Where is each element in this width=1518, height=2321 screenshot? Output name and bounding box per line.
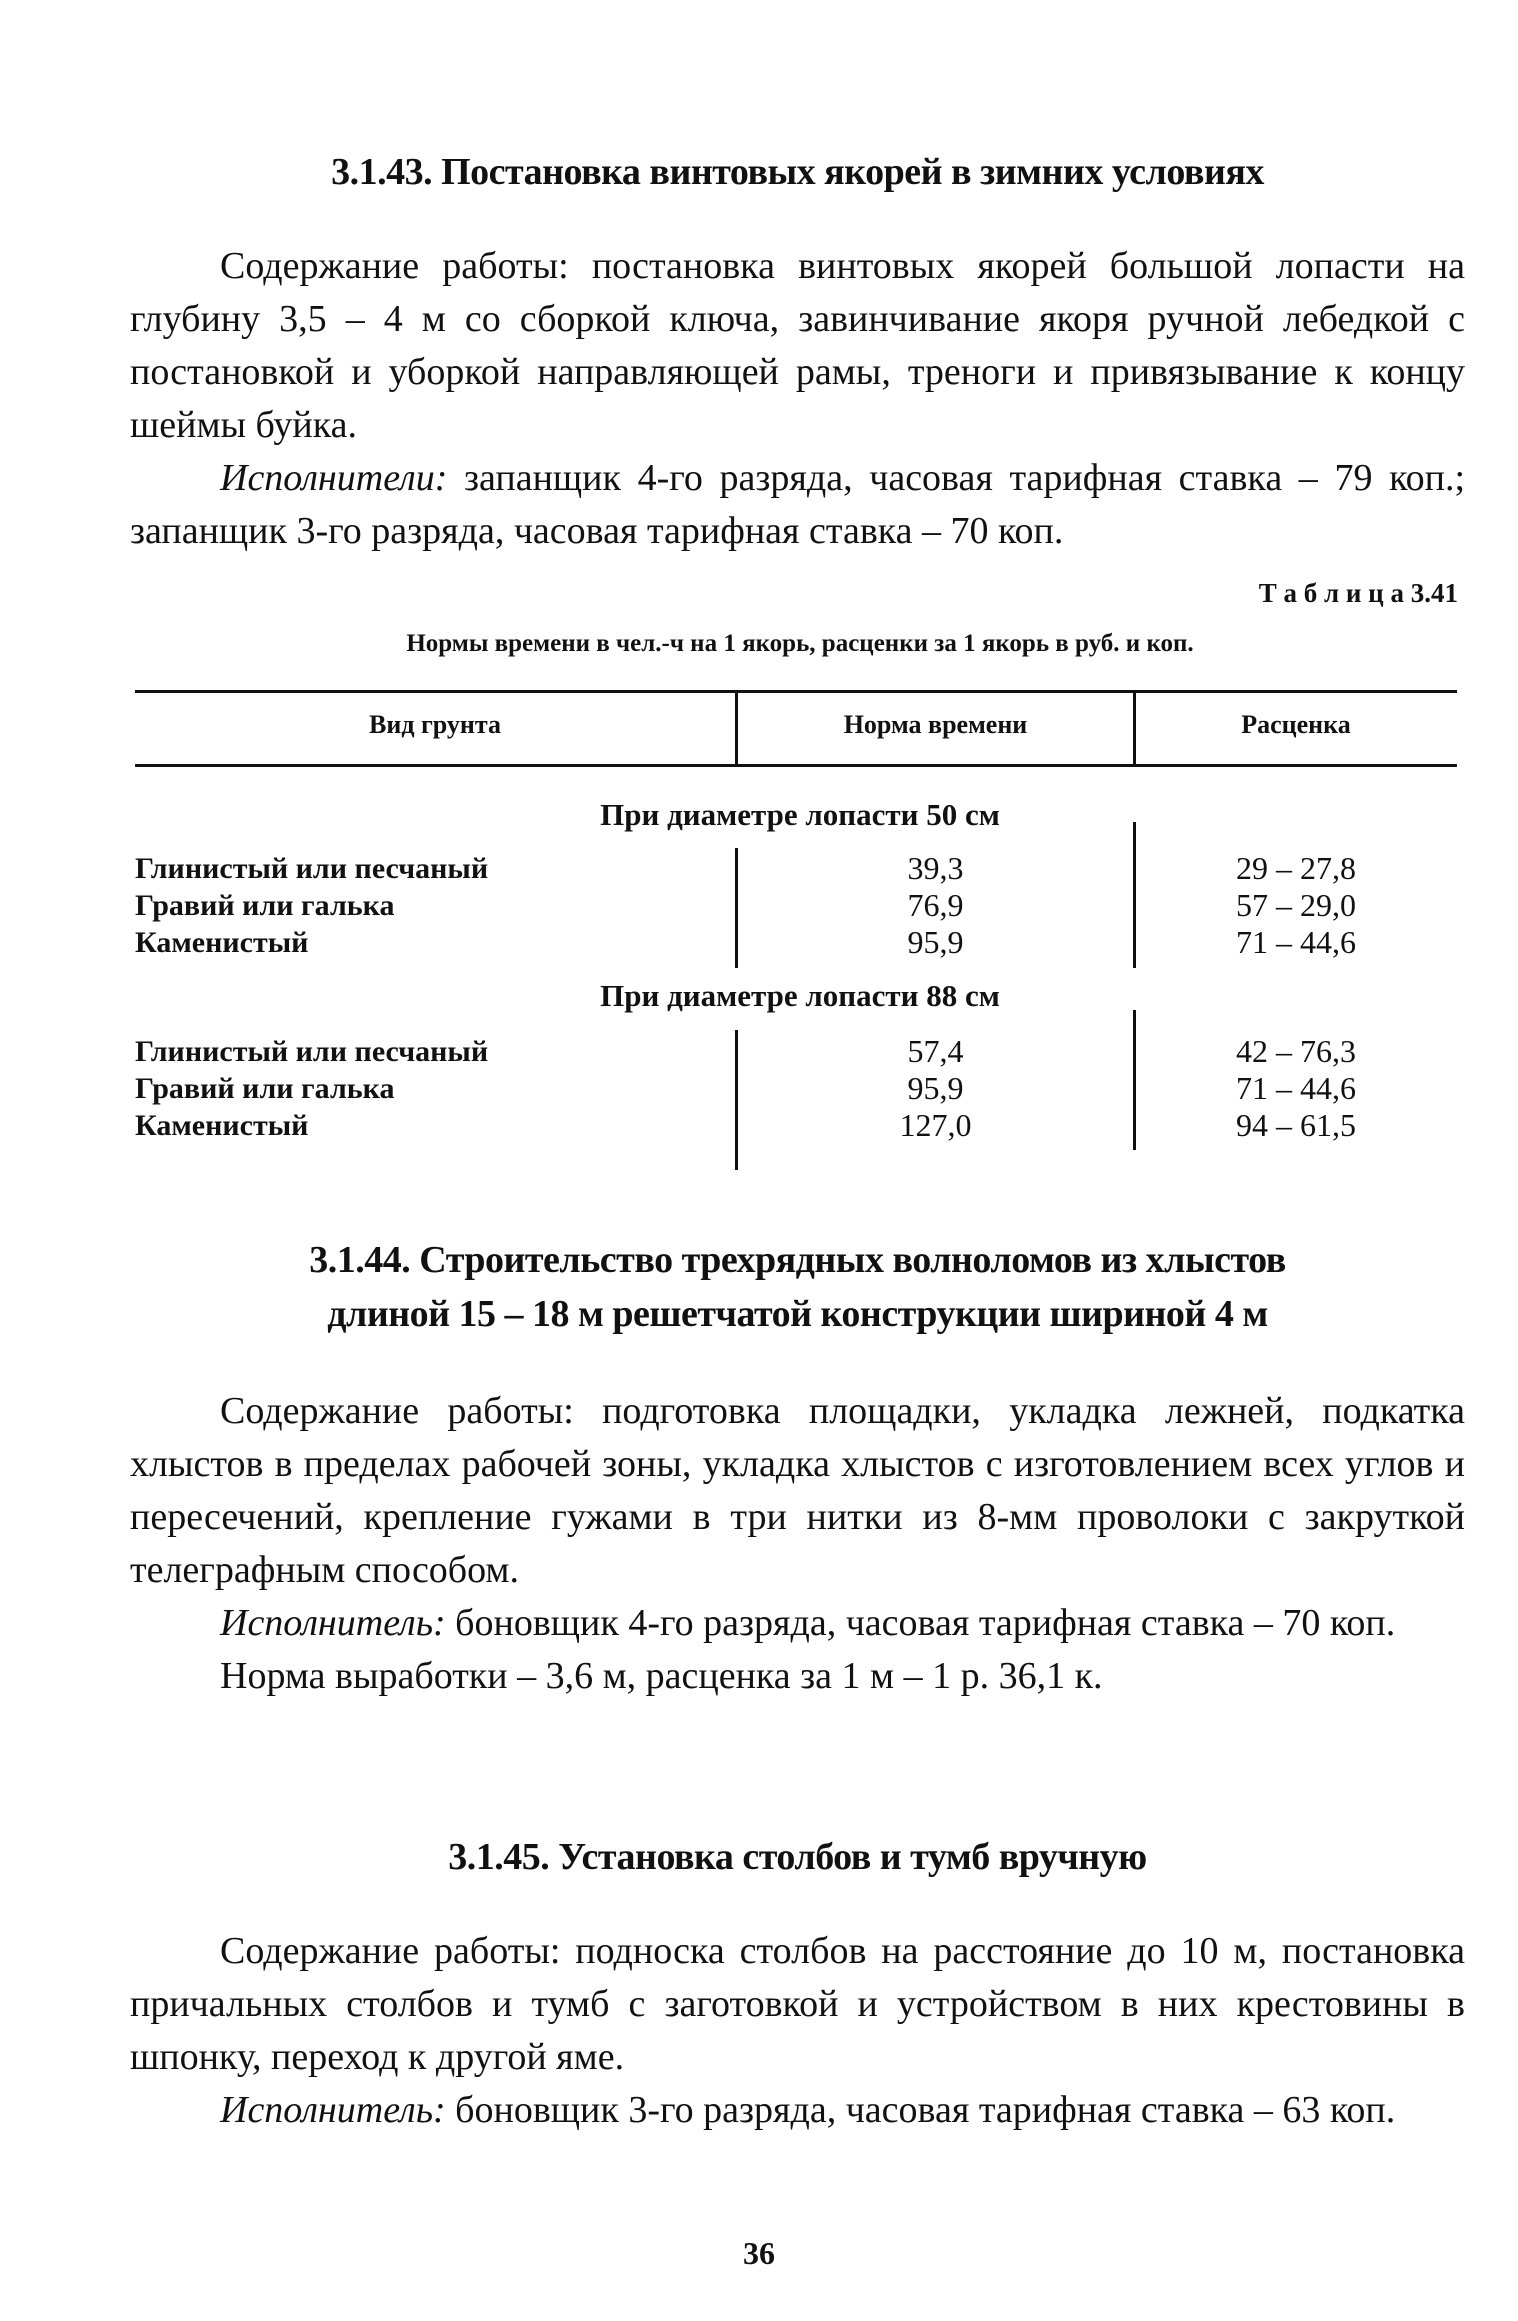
header-soil-type: Вид грунта [369,710,501,739]
table-top-rule [135,690,1457,693]
section-44-norm: Норма выработки – 3,6 м, расценка за 1 м – 1 р. 36,1 к. [220,1655,1103,1697]
header-divider-1 [735,690,738,767]
section-45-performer-label: Исполнитель: [220,2089,446,2131]
table-number: Т а б л и ц а 3.41 [1258,578,1458,608]
table-row: Каменистый [135,1109,309,1142]
section-44-performer-label: Исполнитель: [220,1602,446,1644]
table-cell-norm: 76,9 [907,887,964,923]
section-44-content-label: Содержание работы: [220,1390,574,1432]
table-row: Гравий или галька [135,889,395,922]
table-cell-norm: 95,9 [907,924,964,960]
section-44-title-line1: 3.1.44. Строительство трехрядных волноломов из хлыстов [309,1239,1286,1281]
table-cell-price: 57 – 29,0 [1236,887,1356,923]
table-cell-norm: 39,3 [907,850,964,886]
table-cell-price: 29 – 27,8 [1236,850,1356,886]
section-43-content-label: Содержание работы: [220,245,569,287]
section-45-content-text: подноска столбов на расстояние до 10 м, постановка причальных столбов и тумб с заготовкой и устройством в них крестовины в шпонку, переход к другой яме. [130,1930,1465,2078]
section-43-body [130,240,1465,558]
section-44-content-text: подготовка площадки, укладка лежней, подкатка хлыстов в пределах рабочей зоны, укладка хлыстов с изготовлением всех углов и пересечений, крепление гужами в три нитки из 8-мм проволоки с закруткой телеграфным способом. [130,1390,1465,1591]
table-row: Глинистый или песчаный [135,1035,489,1068]
table-cell-price: 42 – 76,3 [1236,1033,1356,1069]
section-45-body [130,1925,1465,2137]
table-cell-norm: 57,4 [907,1033,964,1069]
group-label-50: При диаметре лопасти 50 см [600,797,1000,832]
table-cell-price: 71 – 44,6 [1236,924,1356,960]
section-44-title-line2: длиной 15 – 18 м решетчатой конструкции шириной 4 м [327,1293,1268,1335]
section-44-body [130,1385,1465,1703]
table-cell-norm: 127,0 [899,1107,972,1143]
header-divider-2 [1133,690,1136,767]
table-row: Каменистый [135,926,309,959]
table-cell-norm: 95,9 [907,1070,964,1106]
page-number: 36 [743,2235,775,2271]
section-43-performer-label: Исполнители: [220,457,448,499]
header-time-norm: Норма времени [843,710,1028,739]
section-45-title: 3.1.45. Установка столбов и тумб вручную [448,1836,1147,1878]
table-cell-price: 71 – 44,6 [1236,1070,1356,1106]
table-caption: Нормы времени в чел.-ч на 1 якорь, расценки за 1 якорь в руб. и коп. [406,630,1194,657]
section-43-title: 3.1.43. Постановка винтовых якорей в зимних условиях [331,151,1264,193]
section-43-performer-text: запанщик 4-го разряда, часовая тарифная ставка – 79 коп.; запанщик 3-го разряда, часовая тарифная ставка – 70 коп. [130,457,1465,552]
header-price: Расценка [1241,710,1351,739]
section-45-content-label: Содержание работы: [220,1930,561,1972]
table-header-rule [135,764,1457,767]
group-label-88: При диаметре лопасти 88 см [600,978,1000,1013]
section-43-content-text: постановка винтовых якорей большой лопасти на глубину 3,5 – 4 м со сборкой ключа, завинчивание якоря ручной лебедкой с постановкой и уборкой направляющей рамы, треноги и привязывание к концу шеймы буйка. [130,245,1466,446]
section-45-performer-text: боновщик 3-го разряда, часовая тарифная ставка – 63 коп. [445,2089,1396,2131]
table-cell-price: 94 – 61,5 [1236,1107,1356,1143]
table-row: Глинистый или песчаный [135,852,489,885]
section-44-performer-text: боновщик 4-го разряда, часовая тарифная ставка – 70 коп. [445,1602,1396,1644]
table-row: Гравий или галька [135,1072,395,1105]
